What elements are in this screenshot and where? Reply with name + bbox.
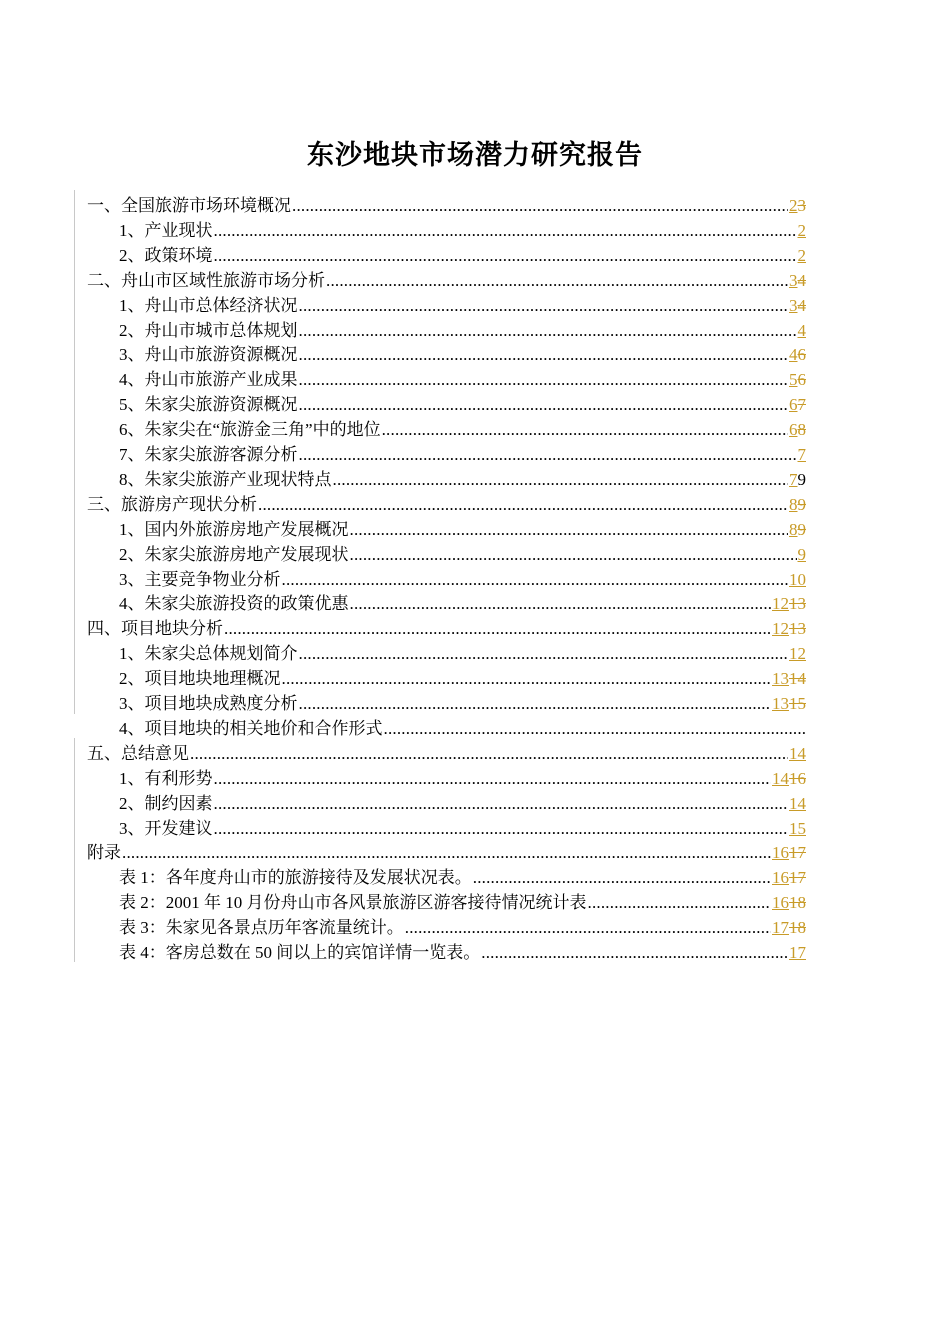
deleted-page-number: 13 (789, 619, 806, 639)
toc-page-number[interactable] (798, 246, 807, 266)
inserted-page-number: 14 (772, 768, 789, 788)
toc-page-number[interactable] (772, 619, 806, 639)
toc-entry-label: 3、项目地块成熟度分析 (119, 694, 298, 713)
deleted-page-number: 17 (789, 843, 806, 863)
toc-entry[interactable] (119, 540, 806, 565)
inserted-page-number: 14 (789, 793, 806, 813)
toc-page-number[interactable] (789, 420, 806, 440)
toc-entry[interactable] (119, 465, 806, 490)
toc-page-number[interactable] (789, 943, 806, 963)
toc-entry-label: 3、主要竞争物业分析 (119, 569, 281, 589)
dot-leader (224, 619, 771, 639)
inserted-page-number: 2 (789, 196, 798, 215)
toc-entry[interactable] (119, 316, 806, 341)
toc-page-number[interactable] (789, 395, 806, 415)
dot-leader (384, 719, 806, 739)
toc-entry-label: 2、朱家尖旅游房地产发展现状 (119, 544, 349, 564)
toc-entry[interactable] (119, 440, 806, 465)
deleted-page-number: 18 (789, 918, 806, 938)
toc-page-number[interactable] (772, 918, 806, 938)
inserted-page-number: 4 (797, 320, 806, 340)
document-title: 东沙地块市场潜力研究报告 (307, 140, 643, 171)
toc-page-number[interactable] (772, 769, 806, 789)
dot-leader (299, 445, 797, 465)
toc-entry-label: 6、朱家尖在“旅游金三角”中的地位 (119, 420, 381, 440)
deleted-page-number: 9 (797, 519, 806, 539)
toc-entry-label: 7、朱家尖旅游客源分析 (119, 445, 298, 464)
toc-entry-label: 1、舟山市总体经济状况 (119, 295, 298, 315)
dot-leader (299, 395, 789, 415)
toc-page-number[interactable] (789, 470, 806, 490)
dot-leader (214, 794, 789, 814)
inserted-page-number: 12 (772, 594, 789, 614)
toc-entry[interactable] (87, 191, 806, 216)
dot-leader (473, 868, 771, 888)
toc-entry-label: 1、朱家尖总体规划简介 (119, 644, 298, 664)
toc-entry[interactable] (87, 739, 806, 764)
toc-page-number[interactable] (789, 296, 806, 316)
toc-page-number[interactable] (798, 445, 807, 465)
toc-page-number[interactable] (772, 669, 806, 689)
inserted-page-number: 12 (789, 644, 806, 664)
plain-page-number: 9 (797, 469, 806, 489)
deleted-page-number: 17 (789, 868, 806, 888)
deleted-page-number: 18 (789, 893, 806, 913)
toc-entry-label: 二、舟山市区域性旅游市场分析 (87, 270, 325, 290)
toc-entry-label: 1、有利形势 (119, 768, 213, 788)
toc-entry[interactable] (119, 689, 806, 714)
toc-entry[interactable] (119, 938, 806, 963)
inserted-page-number: 7 (797, 445, 806, 464)
inserted-page-number: 5 (789, 370, 798, 390)
toc-entry[interactable] (119, 216, 806, 241)
toc-entry-label: 表 1：各年度舟山市的旅游接待及发展状况表。 (119, 868, 472, 888)
deleted-page-number: 4 (797, 295, 806, 315)
dot-leader (299, 694, 772, 714)
toc-entry-label: 3、开发建议 (119, 818, 213, 838)
toc-entry[interactable] (119, 241, 806, 266)
inserted-page-number: 17 (789, 943, 806, 962)
toc-entry-label: 2、项目地块地理概况 (119, 669, 281, 689)
inserted-page-number: 6 (789, 420, 798, 440)
dot-leader (299, 345, 789, 365)
inserted-page-number: 16 (772, 843, 789, 863)
dot-leader (214, 246, 797, 266)
toc-entry[interactable] (119, 639, 806, 664)
toc-entry[interactable] (87, 266, 806, 291)
toc-entry[interactable] (119, 340, 806, 365)
toc-entry[interactable] (119, 565, 806, 590)
toc-entry-label: 1、国内外旅游房地产发展概况 (119, 519, 349, 539)
toc-page-number[interactable] (789, 271, 806, 291)
toc-entry[interactable] (119, 714, 806, 739)
toc-page-number[interactable] (789, 794, 806, 814)
dot-leader (350, 545, 797, 565)
inserted-page-number: 8 (789, 494, 798, 514)
dot-leader (333, 470, 789, 490)
deleted-page-number: 15 (789, 694, 806, 713)
toc-page-number[interactable] (789, 570, 806, 590)
toc-entry[interactable] (87, 490, 806, 515)
toc-page-number[interactable] (772, 893, 806, 913)
dot-leader (214, 221, 797, 241)
inserted-page-number: 2 (797, 245, 806, 265)
toc-page-number[interactable] (798, 321, 807, 341)
inserted-page-number: 9 (797, 544, 806, 564)
inserted-page-number: 16 (772, 893, 789, 913)
toc-entry[interactable] (119, 888, 806, 913)
dot-leader (214, 819, 789, 839)
dot-leader (405, 918, 771, 938)
deleted-page-number: 14 (789, 669, 806, 689)
toc-entry-label: 2、舟山市城市总体规划 (119, 320, 298, 340)
inserted-page-number: 13 (772, 669, 789, 689)
inserted-page-number: 8 (789, 519, 798, 539)
toc-entry-label: 2、政策环境 (119, 245, 213, 265)
toc-entry-label: 附录 (87, 843, 121, 863)
toc-entry-label: 四、项目地块分析 (87, 619, 223, 639)
toc-page-number[interactable] (789, 744, 806, 764)
inserted-page-number: 7 (789, 469, 798, 489)
toc-entry-label: 表 3：朱家见各景点历年客流量统计。 (119, 918, 404, 938)
inserted-page-number: 4 (789, 345, 798, 365)
toc-entry[interactable] (119, 365, 806, 390)
deleted-page-number: 13 (789, 594, 806, 614)
dot-leader (282, 570, 789, 590)
inserted-page-number: 13 (772, 694, 789, 713)
toc-entry-label: 一、全国旅游市场环境概况 (87, 196, 291, 215)
toc-entry-label: 4、朱家尖旅游投资的政策优惠 (119, 594, 349, 614)
inserted-page-number: 16 (772, 868, 789, 888)
inserted-page-number: 3 (789, 295, 798, 315)
toc-entry[interactable] (119, 789, 806, 814)
toc-entry[interactable] (119, 515, 806, 540)
inserted-page-number: 2 (797, 220, 806, 240)
toc-page-number[interactable] (772, 843, 806, 863)
toc-entry-label: 4、项目地块的相关地价和合作形式 (119, 718, 383, 738)
toc-entry[interactable] (119, 913, 806, 938)
toc-page-number[interactable] (789, 495, 806, 515)
dot-leader (350, 520, 789, 540)
dot-leader (326, 271, 788, 291)
deleted-page-number: 4 (797, 270, 806, 290)
toc-page-number[interactable] (772, 694, 806, 714)
toc-page-number[interactable] (789, 196, 806, 216)
toc-page-number[interactable] (772, 594, 806, 614)
toc-entry[interactable] (119, 764, 806, 789)
toc-page-number[interactable] (789, 370, 806, 390)
toc-entry[interactable] (87, 838, 806, 863)
inserted-page-number: 14 (789, 743, 806, 763)
toc-entry-label: 三、旅游房产现状分析 (87, 494, 257, 514)
toc-entry-label: 3、舟山市旅游资源概况 (119, 345, 298, 365)
toc-page-number[interactable] (789, 345, 806, 365)
deleted-page-number: 9 (797, 494, 806, 514)
toc-entry-label: 2、制约因素 (119, 793, 213, 813)
dot-leader (350, 594, 772, 614)
toc-page-number[interactable] (789, 644, 806, 664)
toc-entry-label: 五、总结意见 (87, 743, 189, 763)
dot-leader (382, 420, 788, 440)
dot-leader (299, 370, 789, 390)
toc-entry-label: 8、朱家尖旅游产业现状特点 (119, 469, 332, 489)
inserted-page-number: 12 (772, 619, 789, 639)
dot-leader (588, 893, 772, 913)
dot-leader (258, 495, 788, 515)
dot-leader (292, 196, 788, 216)
toc-page-number[interactable] (772, 868, 806, 888)
inserted-page-number: 3 (789, 270, 798, 290)
dot-leader (481, 943, 788, 963)
toc-entry-label: 1、产业现状 (119, 220, 213, 240)
toc-entry-label: 5、朱家尖旅游资源概况 (119, 395, 298, 415)
toc-entry[interactable] (119, 814, 806, 839)
dot-leader (282, 669, 772, 689)
toc-entry-label: 表 2：2001 年 10 月份舟山市各风景旅游区游客接待情况统计表 (119, 893, 587, 913)
dot-leader (299, 296, 789, 316)
deleted-page-number: 7 (797, 395, 806, 415)
dot-leader (190, 744, 788, 764)
dot-leader (122, 843, 771, 863)
inserted-page-number: 10 (789, 569, 806, 589)
toc-page-number[interactable] (789, 819, 806, 839)
dot-leader (299, 644, 789, 664)
inserted-page-number: 6 (789, 395, 798, 415)
toc-page-number[interactable] (789, 520, 806, 540)
inserted-page-number: 17 (772, 918, 789, 938)
toc-entry[interactable] (119, 664, 806, 689)
toc-entry-label: 4、舟山市旅游产业成果 (119, 370, 298, 390)
change-bar (74, 190, 75, 714)
dot-leader (214, 769, 772, 789)
deleted-page-number: 3 (797, 196, 806, 215)
deleted-page-number: 16 (789, 768, 806, 788)
toc-entry-label: 表 4：客房总数在 50 间以上的宾馆详情一览表。 (119, 943, 481, 962)
toc-entry[interactable] (119, 863, 806, 888)
deleted-page-number: 6 (797, 370, 806, 390)
toc-page-number[interactable] (798, 545, 807, 565)
toc-entry[interactable] (119, 415, 806, 440)
inserted-page-number: 15 (789, 818, 806, 838)
change-bar (74, 738, 75, 962)
toc-entry[interactable] (119, 390, 806, 415)
deleted-page-number: 8 (797, 420, 806, 440)
toc-entry[interactable] (87, 614, 806, 639)
deleted-page-number: 6 (797, 345, 806, 365)
toc-entry[interactable] (119, 291, 806, 316)
dot-leader (299, 321, 797, 341)
toc-entry[interactable] (119, 589, 806, 614)
toc-page-number[interactable] (798, 221, 807, 241)
